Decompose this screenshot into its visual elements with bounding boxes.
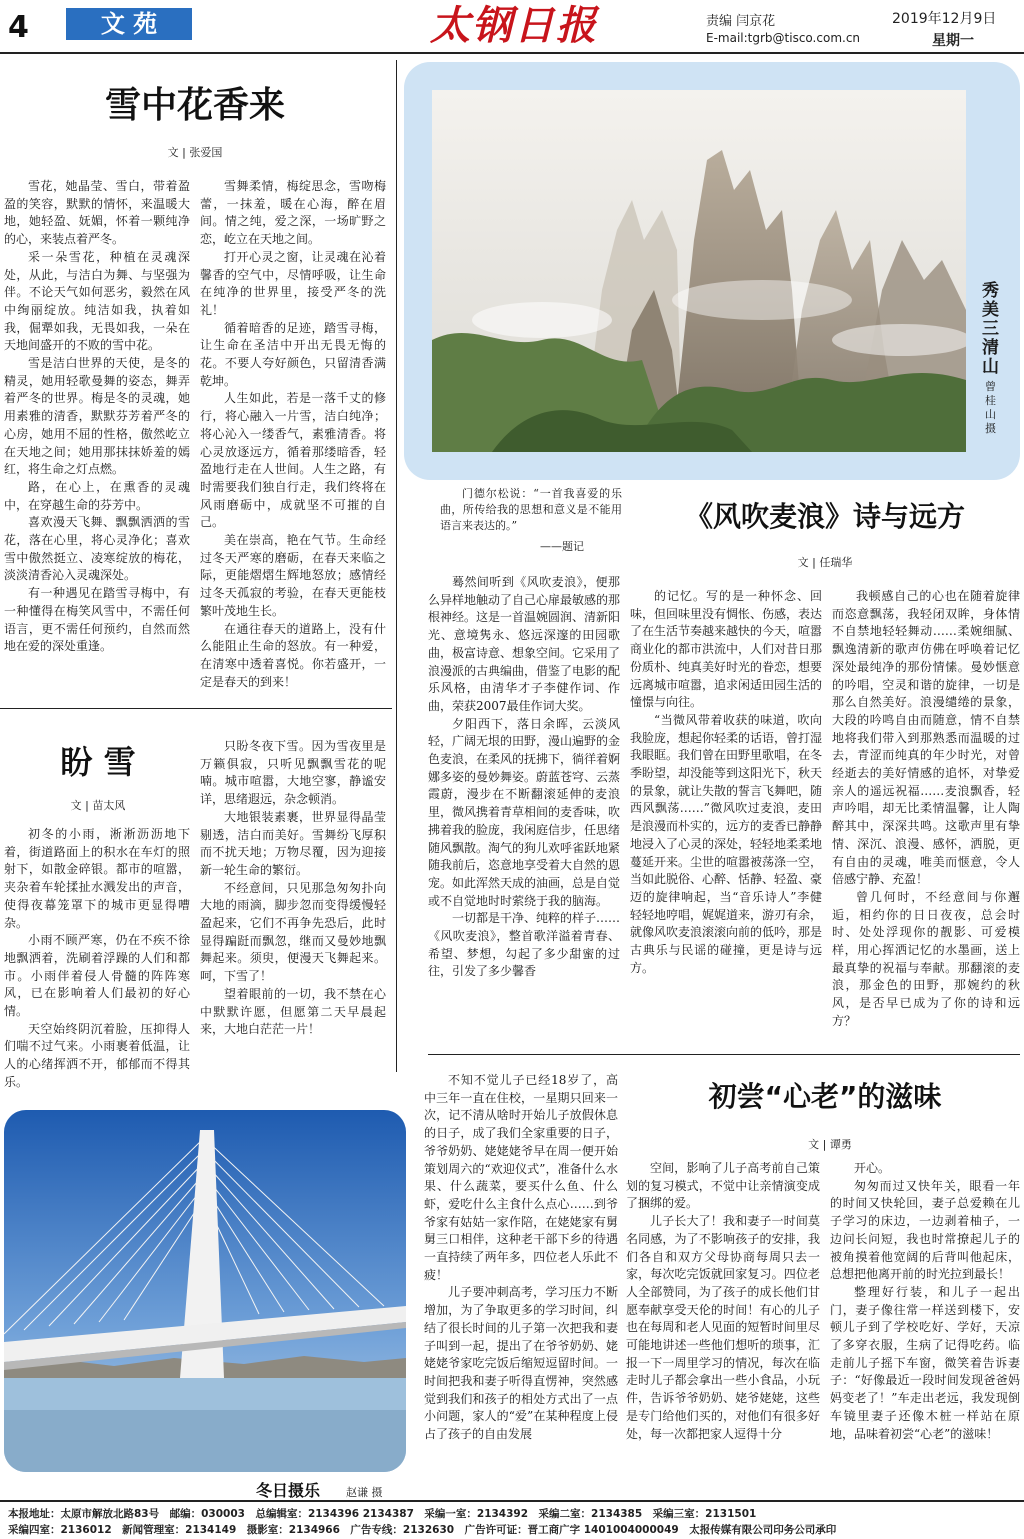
article3-title: 《风吹麦浪》诗与远方 — [684, 500, 965, 533]
photo2-caption-author: 赵谦 摄 — [346, 1486, 383, 1499]
article3-epigraph-source: ——题记 — [540, 540, 584, 553]
paragraph: 有一种遇见在踏雪寻梅中，有一种懂得在梅笑风雪中，不需任何语言，更不需任何预约，自然而然地在爱的深处重逢。 — [4, 586, 190, 654]
photo1-caption-title: 秀美三清山 — [982, 281, 999, 377]
issue-weekday: 星期一 — [932, 33, 974, 49]
mountain-landscape-image — [432, 90, 966, 452]
paragraph: 开心。 — [854, 1161, 891, 1175]
photo1-frame — [404, 62, 1020, 480]
paragraph: 雪舞柔情，梅绽思念，雪吻梅蕾，一抹羞，暖在心海，醉在眉间。情之纯，爱之深，一场旷野之恋，屹立在天地之间。 — [200, 179, 386, 247]
paragraph: 一切都是干净、纯粹的样子……《风吹麦浪》，整首歌洋溢着青春、希望、梦想，勾起了多少甜蜜的过往，引发了多少馨香 — [428, 911, 620, 979]
paragraph: 儿子要冲刺高考，学习压力不断增加，为了争取更多的学习时间，纠结了很长时间的儿子第一次把我和妻子叫到一起，提出了在爷爷奶奶、姥姥姥爷家吃完饭后缩短逗留时间。一时间把我和妻子听得直愣神，突然感觉到我们和孩子的相处方式出了一点小问题，家人的“爱”在某种程度上侵占了孩子的自由发展 — [424, 1285, 618, 1442]
paragraph: 夕阳西下，落日余晖，云淡风轻，广阔无垠的田野，漫山遍野的金色麦浪，在柔风的抚拂下，徜徉着婀娜多姿的曼妙舞姿。蔚蓝苍穹、云蒸霞蔚，漫步在不断翻滚延伸的麦浪里，微风携着青草相间的麦香味，吹拂着我的脸庞，我闲庭信步，任思绪随风飘散。淘气的狗儿欢呼雀跃地紧随我前后，恣意地享受着大自然的恩宠。如此浑然天成的油画，总是自觉或不自觉地时时萦绕于我的脑海。 — [428, 716, 620, 908]
paragraph: 儿子长大了！我和妻子一时间莫名同感，为了不影响孩子的安排，我们各自和双方父母协商每周只去一家，每次吃完饭就回家复习。四位老人全部赞同，为了孩子的成长他们甘愿奉献享受天伦的时间！有心的儿子也在每周和老人见面的短暂时间里尽可能地讲述一些他们想听的琐事，汇报一下一周里学习的情况，每次在临走时儿子都会拿出一些小食品，小玩件，告诉爷爷奶奶、姥爷姥姥，这些是专门给他们买的，对他们有很多好处，每一次都把家人逗得十分 — [626, 1214, 820, 1441]
paragraph: 打开心灵之窗，让灵魂在沁着馨香的空气中，尽情呼吸，让生命在纯净的世界里，接受严冬的洗礼！ — [200, 249, 386, 317]
article3-col3 — [832, 588, 1020, 1048]
article4-col1 — [424, 1072, 618, 1476]
footer-rule — [0, 1500, 1024, 1502]
photo2-caption-title: 冬日摄乐 — [256, 1481, 321, 1500]
bridge-photo-image — [4, 1110, 406, 1472]
paragraph: 不知不觉儿子已经18岁了，高中三年一直在住校，一星期只回来一次，记不清从啥时开始儿子放假休息的日子，成了我们全家重要的日子，爷爷奶奶、姥姥姥爷早在周一便开始策划周六的“欢迎仪式”，准备什么水果、什么蔬菜，要买什么鱼、什么虾，爱吃什么主食什么点心……到爷爷家有姑姑一家作陪，在姥姥家有舅舅三口相伴，这种老干部下乡的待遇一直持续了两年多，四位老人乐此不疲！ — [424, 1073, 618, 1282]
footer-line-2: 采编四室：2136012 新闻管理室：2134149 摄影室：2134966 广告专线：2132630 广告许可证：晋工商广字 1401004000049 太报传媒有限公司印务公司承印 — [8, 1524, 837, 1536]
paragraph: 不经意间，只见那急匆匆扑向大地的雨滴，脚步忽而变得缓慢轻盈起来，它们不再争先恐后，此时显得蹁跹而飘忽，继而又曼妙地飘舞起来。须臾，便漫天飞舞起来。呵，下雪了！ — [200, 880, 386, 984]
page-number: 4 — [8, 10, 29, 45]
article3-byline: 文 | 任瑞华 — [797, 556, 853, 569]
article4-col3 — [830, 1160, 1020, 1476]
masthead-rule — [0, 52, 1024, 54]
paragraph: 雪是洁白世界的天使，是冬的精灵，她用轻歌曼舞的姿态，舞弄着严冬的世界。梅是冬的灵魂，她用素雅的清香，默默芬芳着严冬的心房，她用不屈的性格，傲然屹立在天地之间；她用那抹抹娇羞的嫣红，将生命之灯点燃。 — [4, 356, 190, 477]
paragraph: 循着暗香的足迹，踏雪寻梅，让生命在圣洁中开出无畏无悔的花。不要人夸好颜色，只留清香满乾坤。 — [200, 320, 386, 388]
paragraph: 小雨不顾严寒，仍在不疾不徐地飘洒着，洗刷着浮躁的人们和都市。小雨伴着侵人骨髓的阵阵寒风，已在影响着人们最初的好心情。 — [4, 933, 190, 1019]
paragraph: 雪花，她晶莹、雪白，带着盈盈的笑容，默默的情怀，来温暖大地，她轻盈、妩媚，怀着一颗纯净的心，来装点着严冬。 — [4, 179, 190, 247]
article4-col2 — [626, 1160, 820, 1476]
email-line: E-mail:tgrb@tisco.com.cn — [706, 31, 861, 45]
paragraph: 匆匆而过又快年关，眼看一年的时间又快轮回，妻子总爱赖在儿子学习的床边，一边剥着柚子，一边问长问短，我也时常撩起儿子的被角摸着他宽阔的后背叫他起床，总想把他离开前的时光拉到最长！ — [830, 1178, 1020, 1282]
paragraph: 蓦然间听到《风吹麦浪》，便那么异样地触动了自己心扉最敏感的那根神经。这是一首温婉圆润、清新阳光、意境隽永、悠远深邃的田园歌曲，极富诗意、想象空间。它采用了浪漫派的古典编曲，借鉴了电影的配乐风格，由清华才子李健作词、作曲，荣获2007最佳作词大奖。 — [428, 575, 620, 713]
article2-col1 — [4, 826, 190, 1090]
paragraph: 美在崇高，艳在气节。生命经过冬天严寒的磨砺，在春天来临之际，更能熠熠生辉地怒放；感情经过冬天孤寂的考验，在春天更能枝繁叶茂地生长。 — [200, 533, 386, 618]
paragraph: 空间，影响了儿子高考前自己策划的复习模式，不觉中让亲情演变成了捆绑的爱。 — [626, 1161, 820, 1211]
article2-byline: 文 | 苗太风 — [70, 799, 126, 812]
paragraph: 采一朵雪花，种植在灵魂深处，从此，与洁白为舞、与坚强为伴。不论天气如何恶劣，毅然在风中绚丽绽放。纯洁如我，执着如我，倔犟如我，无畏如我，一朵在天地间盛开的不败的雪中花。 — [4, 249, 190, 353]
article2-title: 盼 雪 — [60, 743, 136, 781]
paragraph: 的记忆。写的是一种怀念、回味，但回味里没有惆怅、伤感，表达了在生活节奏越来越快的今天，喧嚣商业化的都市洪流中，人们对昔日那份质朴、纯真美好时光的眷恋，想要远离城市喧嚣，追求闲适田园生活的憧憬与向往。 — [630, 589, 822, 710]
paragraph: “当微风带着收获的味道，吹向我脸庞，想起你轻柔的话语，曾打湿我眼眶。我们曾在田野里歌唱，在冬季盼望，却没能等到这阳光下，秋天的景象，就让失散的誓言飞舞吧，随西风飘荡……”微风吹过麦浪，麦田是浪漫而朴实的，远方的麦香已静静地浸入了心灵的深处，轻轻地柔柔地蔓延开来。尘世的喧嚣被荡涤一空，当如此脱俗、心醉、恬静、轻盈、豪迈的旋律响起，当“音乐诗人”李健轻轻地哼唱，娓娓道来，游刃有余，就像风吹麦浪滚滚向前的低吟，那是古典乐与民谣的碰撞，更是诗与远方。 — [630, 712, 822, 975]
section-label: 文 苑 — [66, 8, 192, 40]
article1-col2 — [200, 178, 386, 698]
article4-title: 初尝“心老”的滋味 — [708, 1080, 942, 1113]
article3-epigraph: 门德尔松说：“一首我喜爱的乐曲，所传给我的思想和意义是不能用语言来表达的。” — [440, 487, 622, 532]
editor-line: 责编 闫京花 — [706, 14, 776, 29]
article3-col2 — [630, 588, 822, 1048]
section-rule — [0, 708, 392, 709]
paragraph: 我顿感自己的心也在随着旋律而恣意飘荡，我轻闭双眸，身体情不自禁地轻轻舞动……柔婉细腻、飘逸清新的歌声仿佛在呼唤着记忆深处最纯净的那份情愫。曼妙惬意的吟唱，空灵和谐的旋律，一切是那么自然美好。浪漫缱绻的景象，大段的吟鸣自由而随意，情不自禁地将我们带入到那熟悉而温暖的过去，青涩而纯真的年少时光，对曾经逝去的美好情感的追怀，对挚爱亲人的遥远祝福……麦浪飘香，轻声吟唱，却无比柔情温馨，让人陶醉其中，深深共鸣。这歌声里有挚情、深沉、浪漫、感怀，洒脱，更有自由的灵魂，唯美而惬意，令人倍感宁静、充盈！ — [832, 589, 1020, 887]
paper-name-logo: 太钢日报 — [430, 2, 598, 49]
paragraph: 初冬的小雨，淅淅沥沥地下着，街道路面上的积水在车灯的照射下，如散金碎银。都市的喧嚣，夹杂着车轮揉扯水溅发出的声音，使得夜幕笼罩下的城市更显得嘈杂。 — [4, 827, 190, 930]
paragraph: 整理好行装，和儿子一起出门，妻子像往常一样送到楼下，安顿儿子到了学校吃好、学好，天凉了多穿衣服，生病了记得吃药。临走前儿子摇下车窗，微笑着告诉妻子：“好像最近一段时间发现爸爸妈妈变老了！”车走出老远，我发现倒车镜里妻子还像木桩一样站在原地，品味着初尝“心老”的滋味！ — [830, 1284, 1020, 1441]
paragraph: 只盼冬夜下雪。因为雪夜里是万籁俱寂，只听见飘飘雪花的呢喃。城市喧嚣，大地空寥，静谧安详，思绪遐远，杂念顿消。 — [200, 739, 386, 807]
paragraph: 路，在心上，在熏香的灵魂中，在穿越生命的芬芳中。 — [4, 479, 190, 512]
paragraph: 望着眼前的一切，我不禁在心中默默许愿，但愿第二天早晨起来，大地白茫茫一片！ — [200, 986, 386, 1037]
article1-title: 雪中花香来 — [104, 85, 285, 126]
article1-col1 — [4, 178, 190, 698]
paragraph: 人生如此，若是一落千丈的修行，将心融入一片雪，洁白纯净；将心沁入一缕香气，素雅清香。将心灵放逐远方，循着那缕暗香，轻盈地行走在人世间。人生之路，有时需要我们独自行走，我们终将在风雨磨砺中，成就坚不可摧的自己。 — [200, 391, 386, 530]
photo2-frame — [4, 1110, 406, 1472]
footer-line-1: 本报地址：太原市解放北路83号 邮编：030003 总编辑室：2134396 2134387 采编一室：2134392 采编二室：2134385 采编三室：2131501 — [8, 1508, 757, 1520]
article2-col2 — [200, 738, 386, 1090]
photo1-caption-author: 曾桂山 摄 — [985, 380, 996, 435]
paragraph: 在通往春天的道路上，没有什么能阻止生命的怒放。有一种爱，在清寒中透着喜悦。你若盛开，一定是春天的到来！ — [200, 621, 386, 689]
paragraph: 喜欢漫天飞舞、飘飘洒洒的雪花，落在心里，将心灵净化；喜欢雪中傲然挺立、凌寒绽放的梅花，淡淡清香沁入灵魂深处。 — [4, 515, 190, 583]
column-rule — [396, 60, 397, 1072]
paragraph: 天空始终阴沉着脸，压抑得人们喘不过气来。小雨裹着低温，让人的心绪挥洒不开，郁郁而不得其乐。 — [4, 1021, 190, 1089]
article3-col1 — [428, 574, 620, 1048]
section-rule — [428, 1054, 1020, 1055]
paragraph: 曾几何时，不经意间与你邂逅，相约你的日日夜夜，总会时时、处处浮现你的靓影、可爱模样，用心挥洒记忆的水墨画，送上最真挚的祝福与奉献。那翻滚的麦浪，那金色的田野，那婉约的秋风，是否早已成为了你的诗和远方？ — [832, 889, 1020, 1028]
article4-byline: 文 | 谭勇 — [808, 1138, 852, 1151]
paragraph: 大地银装素裹，世界显得晶莹剔透，洁白而美好。雪舞纷飞厚积而不扰天地；万物尽覆，因为迎接新一轮生命的繁衍。 — [200, 809, 386, 877]
mountain-photo — [432, 90, 966, 452]
article1-byline: 文 | 张爱国 — [167, 146, 223, 159]
issue-date: 2019年12月9日 — [892, 11, 997, 27]
